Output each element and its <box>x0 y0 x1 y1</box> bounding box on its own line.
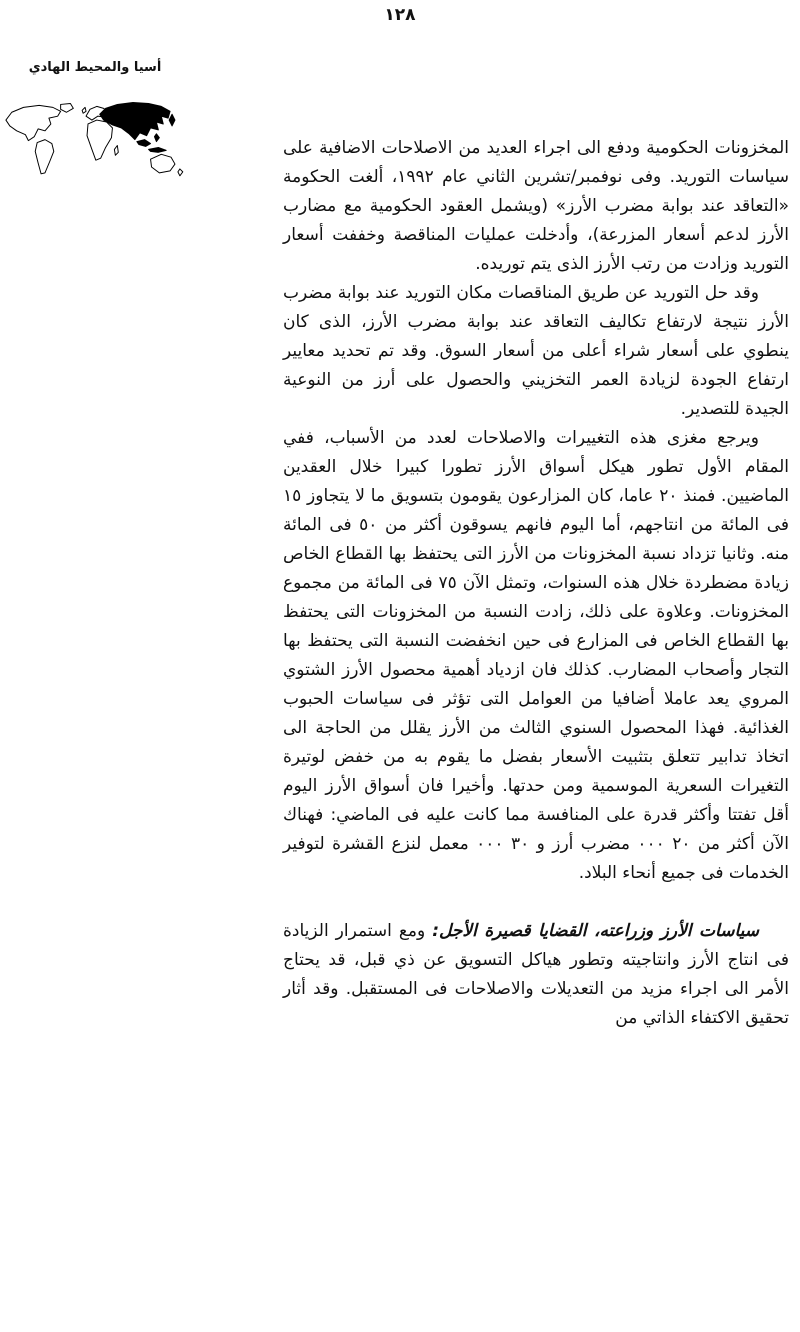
world-map-icon <box>2 98 217 192</box>
article-text <box>283 134 789 1033</box>
paragraph <box>283 917 789 1033</box>
paragraph-text: ومع استمرار الزيادة فى انتاج الأرز وانتاجيته وتطور هياكل التسويق عن ذي قبل، قد يحتاج الأمر الى اجراء مزيد من التعديلات والاصلاحات فى المستقبل. وقد أثار تحقيق الاكتفاء الذاتي من <box>283 921 789 1028</box>
paragraph: ويرجع مغزى هذه التغييرات والاصلاحات لعدد من الأسباب، ففي المقام الأول تطور هيكل أسواق الأرز تطورا كبيرا خلال العقدين الماضيين. فمنذ ٢٠ عاما، كان المزارعون يقومون بتسويق ما لا يتجاوز ١٥ فى المائة من انتاجهم، أما اليوم فانهم يسوقون أكثر من ٥٠ فى المائة منه. وثانيا تزداد نسبة المخزونات من الأرز التى يحتفظ بها القطاع الخاص زيادة مضطردة خلال هذه السنوات، وتمثل الآن ٧٥ فى المائة من مجموع المخزونات. وعلاوة على ذلك، زادت النسبة من المخزونات التى يحتفظ بها القطاع الخاص فى المزارع فى حين انخفضت النسبة التى يحتفظ بها التجار وأصحاب المضارب. كذلك فان ازدياد أهمية محصول الأرز الشتوي المروي يعد عاملا أضافيا من العوامل التى تؤثر فى سياسات الحبوب الغذائية. فهذا المحصول السنوي الثالث من الأرز يقلل من الحاجة الى اتخاذ تدابير تتعلق بتثبيت الأسعار بفضل ما يقوم به من خفض لوتيرة التغيرات السعرية الموسمية ومن حدتها. وأخيرا فان أسواق الأرز اليوم أقل تفتتا وأكثر قدرة على المنافسة مما كانت عليه فى الماضي: فهناك الآن أكثر من ٢٠ ٠٠٠ مضرب أرز و ٣٠ ٠٠٠ معمل لنزع القشرة لتوفير الخدمات فى جميع أنحاء البلاد. <box>283 428 790 883</box>
paragraph: وقد حل التوريد عن طريق المناقصات مكان التوريد عند بوابة مضرب الأرز نتيجة لارتفاع تكاليف التعاقد عند بوابة مضرب الأرز، الذى كان ينطوي على أسعار شراء أعلى من أسعار السوق. وقد تم تحديد معايير ارتفاع الجودة لزيادة العمر التخزيني والحصول على أرز من النوعية الجيدة للتصدير. <box>283 283 789 419</box>
page-number: ١٢٨ <box>384 5 416 25</box>
region-label: أسيا والمحيط الهادي <box>28 60 162 75</box>
paragraph-lead: سياسات الأرز وزراعته، القضايا قصيرة الأجل: <box>432 921 759 941</box>
paragraph: المخزونات الحكومية ودفع الى اجراء العديد من الاصلاحات الاضافية على سياسات التوريد. وفى نوفمبر/تشرين الثاني عام ١٩٩٢، ألغت الحكومة «التعاقد عند بوابة مضرب الأرز» (ويشمل العقود الحكومية مع مضارب الأرز لدعم أسعار المزرعة)، وأدخلت عمليات المناقصة وخففت أسعار التوريد وزادت من رتب الأرز الذى يتم توريده. <box>283 138 789 274</box>
